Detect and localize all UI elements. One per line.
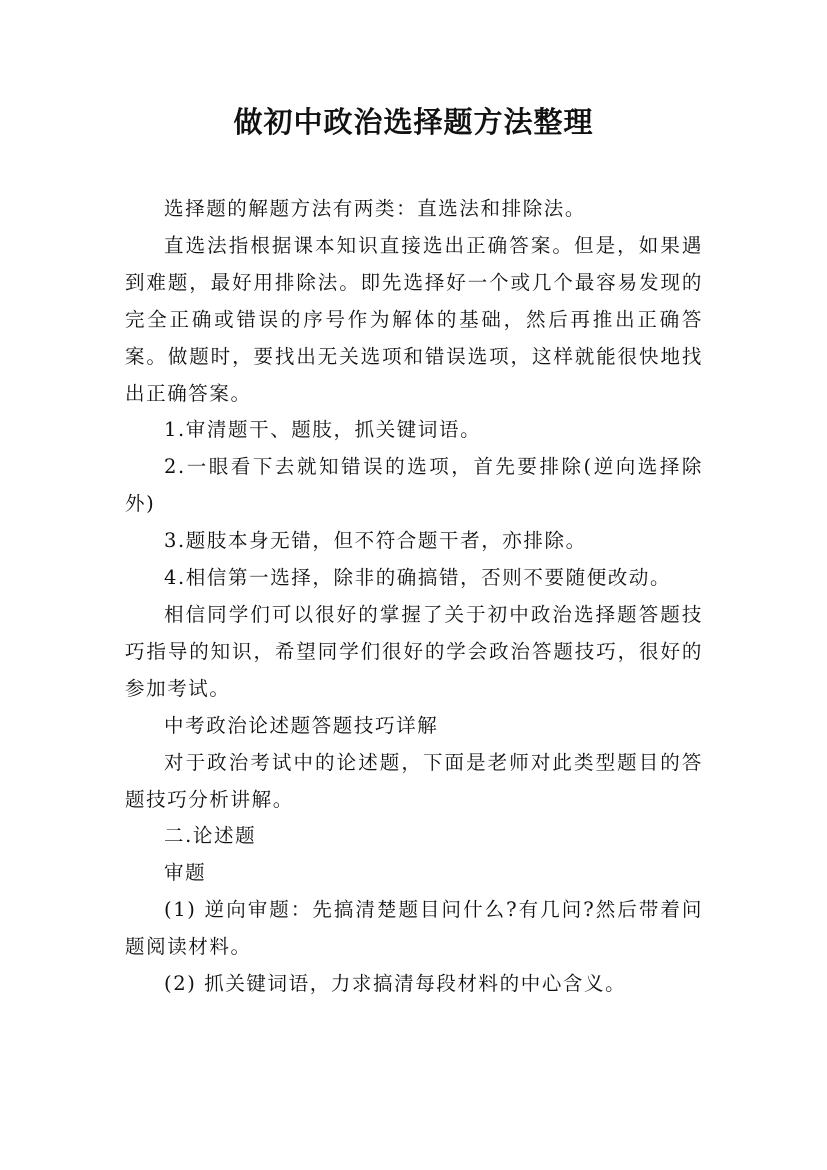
document-title: 做初中政治选择题方法整理: [233, 105, 594, 139]
section-heading-essay-question: 二.论述题: [164, 824, 257, 848]
paragraph-direct-method: 直选法指根据课本知识直接选出正确答案。但是，如果遇到难题，最好用排除法。即先选择好一个或几个最容易发现的完全正确或错误的序号作为解体的基础，然后再推出正确答案。做题时，要找出无关选项和错误选项，这样就能很快地找出正确答案。: [125, 233, 703, 405]
paragraph-conclusion: 相信同学们可以很好的掌握了关于初中政治选择题答题技巧指导的知识，希望同学们很好的学会政治答题技巧，很好的参加考试。: [125, 602, 703, 700]
paragraph-step-3: 3.题肢本身无错，但不符合题干者，亦排除。: [164, 529, 587, 553]
subheading-review-question: 审题: [164, 861, 207, 885]
paragraph-methods-intro: 选择题的解题方法有两类：直选法和排除法。: [164, 197, 587, 220]
paragraph-step-2: 2.一眼看下去就知错误的选项，首先要排除(逆向选择除外): [125, 455, 703, 516]
paragraph-review-point-1: (1) 逆向审题：先搞清楚题目问什么?有几问?然后带着问题阅读材料。: [125, 898, 703, 959]
paragraph-review-point-2: (2) 抓关键词语，力求搞清每段材料的中心含义。: [164, 972, 627, 996]
paragraph-essay-intro: 对于政治考试中的论述题，下面是老师对此类型题目的答题技巧分析讲解。: [125, 750, 703, 811]
section-heading-essay-tips: 中考政治论述题答题技巧详解: [164, 713, 439, 737]
document-body: [125, 191, 703, 1003]
paragraph-step-4: 4.相信第一选择，除非的确搞错，否则不要随便改动。: [164, 566, 672, 590]
paragraph-step-1: 1.审清题干、题肢，抓关键词语。: [164, 418, 482, 442]
